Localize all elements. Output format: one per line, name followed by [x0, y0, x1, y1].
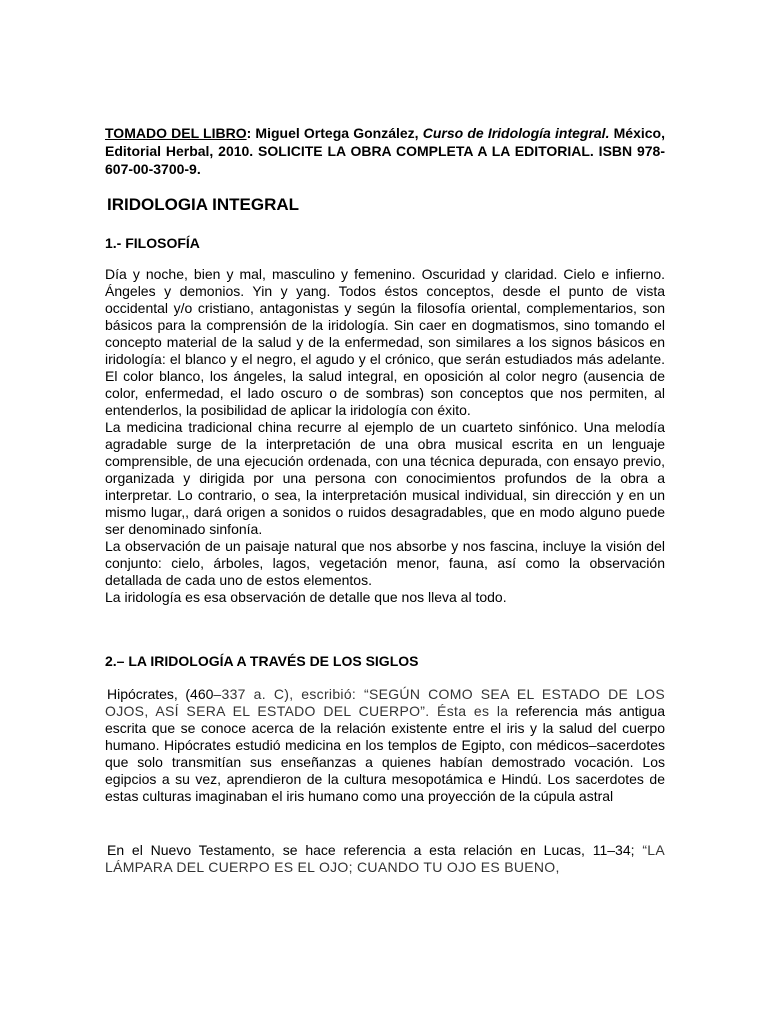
section-heading-historia: 2.– LA IRIDOLOGÍA A TRAVÉS DE LOS SIGLOS: [105, 653, 419, 669]
document-title: IRIDOLOGIA INTEGRAL: [107, 195, 300, 214]
paragraph-text: –337 a. C), escribió: “SEGÚN COMO SEA EL ESTADO DE LOS OJOS, ASÍ SERA EL ESTADO DEL CUERPO”. Ésta es la: [105, 686, 665, 719]
paragraph: La medicina tradicional china recurre al ejemplo de un cuarteto sinfónico. Una melodía agradable surge de la interpretación de una obra musical escrita en un lenguaje comprensible, de una ejecución ordenada, con una técnica depurada, con ensayo previo, organizada y dirigida por una persona con conocimientos profundos de la obra a interpretar. Lo contrario, o sea, la interpretación musical individual, sin dirección y en un mismo lugar,, dará origen a sonidos o ruidos desagradables, que en modo alguno puede ser denominado sinfonía.: [105, 419, 665, 537]
source-citation: [105, 124, 665, 178]
paragraph-text: En el Nuevo Testamento, se hace referencia a esta relación en Lucas, 11–34;: [107, 842, 635, 858]
paragraph-hipocrates: [105, 686, 665, 805]
citation-publisher: México, Editorial Herbal, 2010. SOLICITE LA OBRA COMPLETA A LA EDITORIAL. ISBN 978-607-00-3700-9.: [105, 125, 665, 177]
paragraph: La observación de un paisaje natural que nos absorbe y nos fascina, incluye la visión del conjunto: cielo, árboles, lagos, vegetación menor, fauna, así como la observación detallada de cada uno de estos elementos.: [105, 538, 665, 588]
paragraph-text: Hipócrates, (460: [107, 686, 214, 702]
paragraph-text: “LA LÁMPARA DEL CUERPO ES EL OJO; CUANDO TU OJO ES BUENO,: [105, 842, 665, 875]
citation-label: TOMADO DEL LIBRO: [105, 125, 247, 141]
section-heading-filosofia: 1.- FILOSOFÍA: [105, 235, 200, 251]
citation-book-title: Curso de Iridología integral.: [422, 125, 610, 141]
citation-author: : Miguel Ortega González,: [246, 125, 423, 141]
paragraph: La iridología es esa observación de detalle que nos lleva al todo.: [105, 589, 507, 605]
paragraph-nuevo-testamento: [105, 842, 665, 876]
paragraph: Día y noche, bien y mal, masculino y femenino. Oscuridad y claridad. Cielo e infierno. Ángeles y demonios. Yin y yang. Todos éstos conceptos, desde el punto de vista occidental y/o cristiano, antagonistas y según la filosofía oriental, complementarios, son básicos para la comprensión de la iridología. Sin caer en dogmatismos, sino tomando el concepto material de la salud y de la enfermedad, son similares a los signos básicos en iridología: el blanco y el negro, el agudo y el crónico, que serán estudiados más adelante. El color blanco, los ángeles, la salud integral, en oposición al color negro (ausencia de color, enfermedad, el lado oscuro o de sombras) son conceptos que nos permiten, al entenderlos, la posibilidad de aplicar la iridología con éxito.: [105, 266, 665, 418]
section-body-filosofia: [105, 266, 665, 606]
paragraph-text: referencia más antigua escrita que se conoce acerca de la relación existente entre el iris y la salud del cuerpo humano. Hipócrates estudió medicina en los templos de Egipto, con médicos–sacerdotes que solo transmitían sus enseñanzas a quienes habían demostrado vocación. Los egipcios a su vez, aprendieron de la cultura mesopotámica e Hindú. Los sacerdotes de estas culturas imaginaban el iris humano como una proyección de la cúpula astral: [105, 703, 665, 804]
